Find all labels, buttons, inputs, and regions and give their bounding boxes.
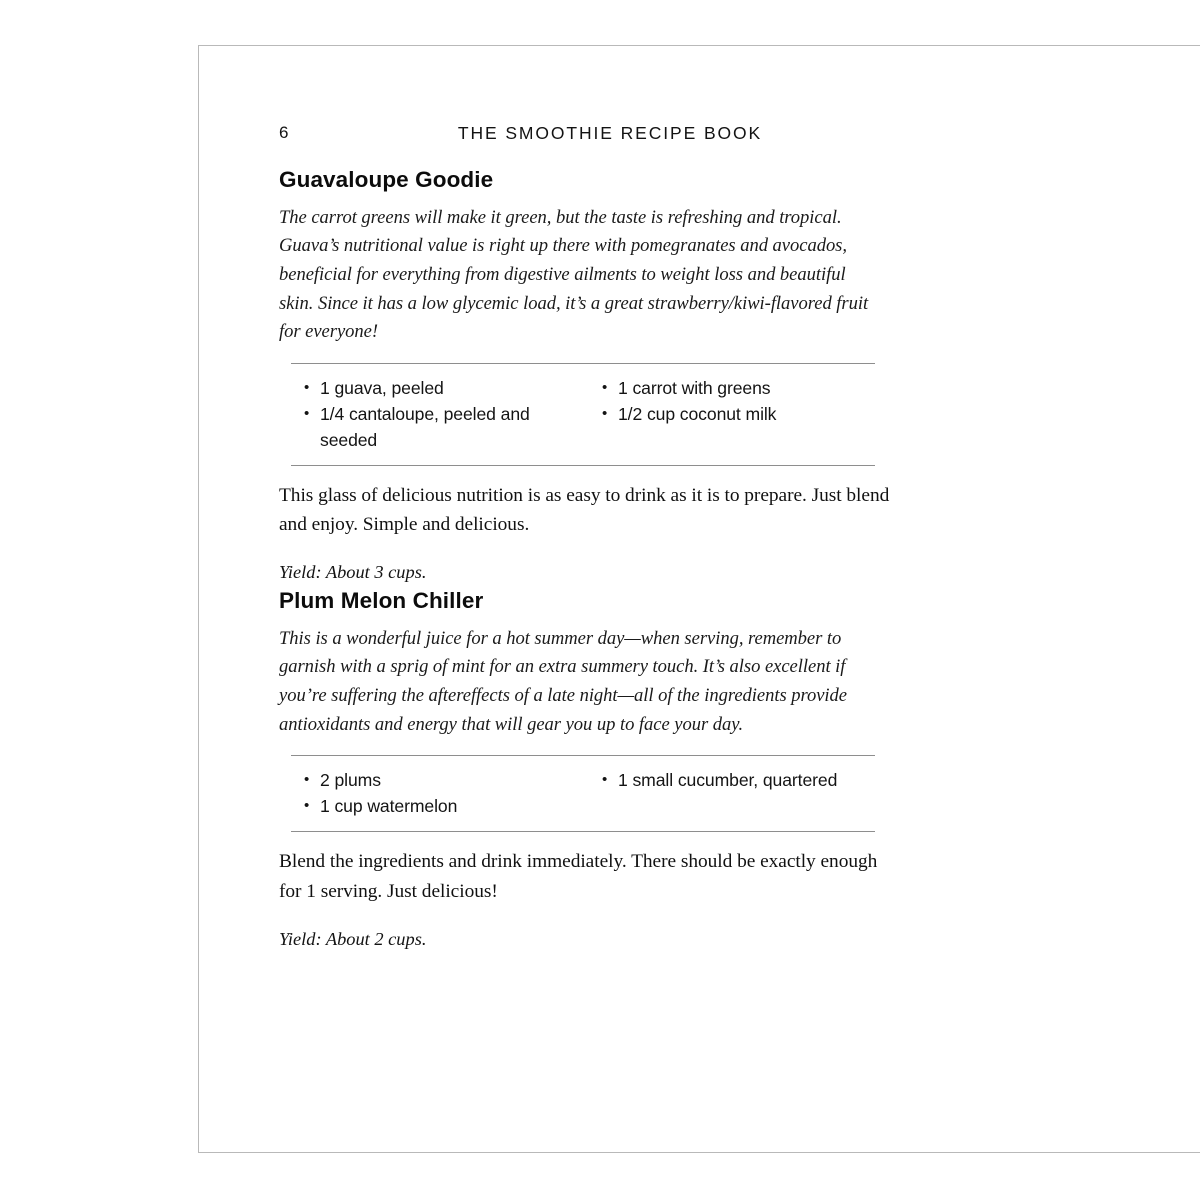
- ingredient-item: [301, 767, 591, 793]
- bullet-icon: •: [304, 404, 310, 422]
- ingredients-panel: [291, 363, 875, 466]
- ingredients-column-right: [591, 767, 875, 793]
- ingredients-column-left: [291, 767, 591, 819]
- ingredient-list: [301, 375, 591, 453]
- ingredient-item: [301, 401, 591, 453]
- recipe-section: [279, 167, 890, 604]
- ingredients-column-left: [291, 375, 591, 453]
- recipe-title: Guavaloupe Goodie: [279, 167, 494, 192]
- bullet-icon: •: [304, 378, 310, 396]
- ingredient-text: 1/2 cup coconut milk: [618, 403, 777, 424]
- bullet-icon: •: [602, 771, 608, 789]
- book-title-running-head: THE SMOOTHIE RECIPE BOOK: [457, 123, 763, 143]
- ingredient-list: [599, 375, 875, 427]
- recipe-title: Plum Melon Chiller: [279, 588, 484, 613]
- ingredient-text: 1 guava, peeled: [320, 377, 444, 398]
- ingredient-text: 2 plums: [320, 770, 381, 791]
- ingredient-text: 1 small cucumber, quartered: [618, 770, 838, 791]
- bullet-icon: •: [304, 771, 310, 789]
- ingredient-list: [599, 767, 875, 793]
- ingredient-list: [301, 767, 591, 819]
- ingredient-text: 1 carrot with greens: [618, 377, 771, 398]
- ingredients-column-right: [591, 375, 875, 427]
- bullet-icon: •: [602, 404, 608, 422]
- page-number: 6: [279, 123, 289, 142]
- bullet-icon: •: [602, 378, 608, 396]
- ingredient-item: [599, 401, 875, 427]
- ingredient-item: [599, 375, 875, 401]
- recipe-instructions: Blend the ingredients and drink immediately. There should be exactly enough for 1 serving. Just delicious!: [279, 851, 878, 902]
- recipe-description: This is a wonderful juice for a hot summer day—when serving, remember to garnish with a sprig of mint for an extra summery touch. It’s also excellent if you’re suffering the aftereffects of a late night—all of the ingredients provide antioxidants and energy that will gear you up to face your day.: [279, 627, 848, 735]
- bullet-icon: •: [304, 797, 310, 815]
- recipe-instructions: This glass of delicious nutrition is as easy to drink as it is to prepare. Just blend and enjoy. Simple and delicious.: [279, 484, 890, 536]
- running-head: [279, 123, 889, 145]
- recipe-description: The carrot greens will make it green, but the taste is refreshing and tropical. Guava’s nutritional value is right up there with pomegranates and avocados, beneficial for everything from digestive ailments to weight loss and beautiful skin. Since it has a low glycemic load, it’s a great strawberry/kiwi-flavored fruit for everyone!: [279, 206, 869, 343]
- ingredient-item: [301, 375, 591, 401]
- ingredient-text: 1 cup watermelon: [320, 796, 458, 817]
- book-page-sheet: [198, 45, 1200, 1153]
- recipe-yield: Yield: About 3 cups.: [279, 562, 427, 583]
- ingredient-text: 1/4 cantaloupe, peeled and seeded: [320, 403, 530, 450]
- recipe-yield: Yield: About 2 cups.: [279, 928, 427, 949]
- ingredient-item: [301, 793, 591, 819]
- recipe-section: [279, 589, 884, 970]
- ingredient-item: [599, 767, 875, 793]
- ingredients-panel: [291, 755, 875, 832]
